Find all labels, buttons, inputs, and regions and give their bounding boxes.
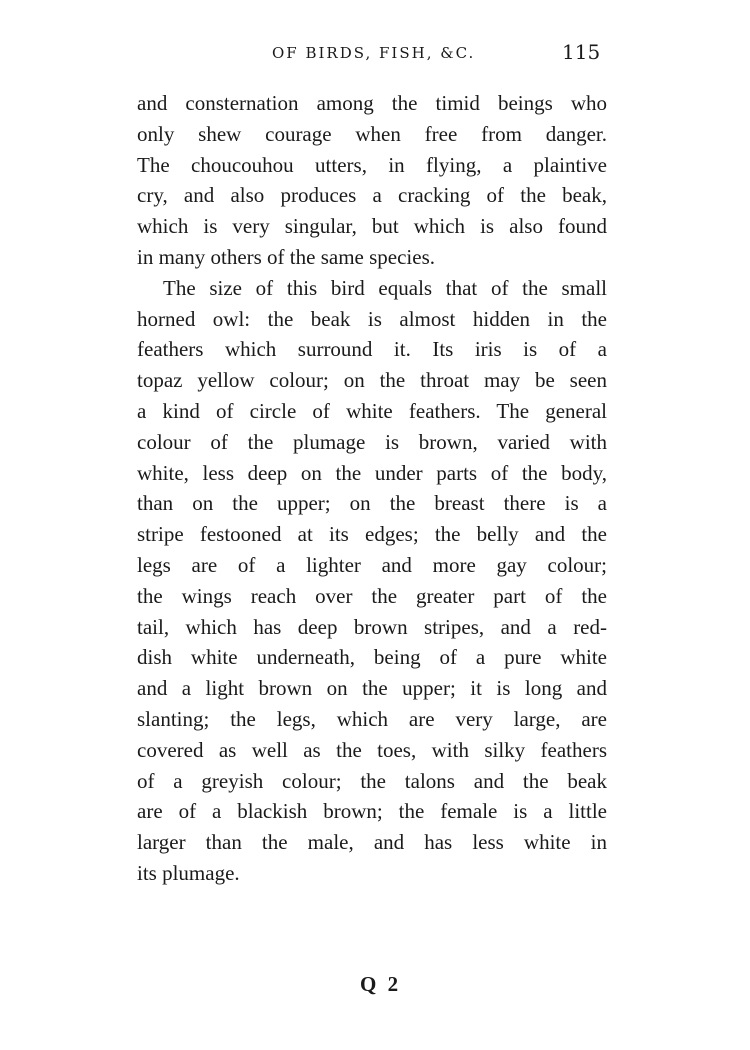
text-line: topaz yellow colour; on the throat may be seen xyxy=(137,368,607,393)
text-line: which is very singular, but which is also found xyxy=(137,214,607,239)
text-line: and a light brown on the upper; it is long and xyxy=(137,676,607,701)
text-line: dish white underneath, being of a pure white xyxy=(137,645,607,670)
text-line: cry, and also produces a cracking of the beak, xyxy=(137,183,607,208)
text-line: in many others of the same species. xyxy=(137,244,435,269)
paragraph-1 xyxy=(137,88,607,273)
text-line: are of a blackish brown; the female is a little xyxy=(137,799,607,824)
text-line: of a greyish colour; the talons and the beak xyxy=(137,768,607,793)
text-line: covered as well as the toes, with silky feathers xyxy=(137,737,607,762)
text-line: than on the upper; on the breast there is a xyxy=(137,491,607,516)
text-line: The size of this bird equals that of the small xyxy=(163,275,607,300)
running-head: OF BIRDS, FISH, &C. xyxy=(272,44,476,62)
text-line: larger than the male, and has less white in xyxy=(137,830,607,855)
text-line: and consternation among the timid beings who xyxy=(137,91,607,115)
text-line: only shew courage when free from danger. xyxy=(137,121,607,146)
text-line: stripe festooned at its edges; the belly and the xyxy=(137,522,607,547)
text-line: legs are of a lighter and more gay colour; xyxy=(137,552,607,577)
text-line: horned owl: the beak is almost hidden in the xyxy=(137,306,607,331)
text-line: tail, which has deep brown stripes, and a red- xyxy=(137,614,607,639)
page-number: 115 xyxy=(562,40,601,64)
signature-mark: Q 2 xyxy=(360,972,402,996)
text-line: a kind of circle of white feathers. The general xyxy=(137,398,607,423)
text-line: the wings reach over the greater part of the xyxy=(137,583,607,608)
text-line: its plumage. xyxy=(137,860,240,885)
text-line: slanting; the legs, which are very large, are xyxy=(137,706,607,731)
paragraph-2 xyxy=(137,273,607,889)
text-line: white, less deep on the under parts of the body, xyxy=(137,460,607,485)
text-line: colour of the plumage is brown, varied with xyxy=(137,429,607,454)
body-text xyxy=(137,88,607,889)
text-line: The choucouhou utters, in flying, a plaintive xyxy=(137,152,607,177)
text-line: feathers which surround it. Its iris is of a xyxy=(137,337,607,362)
